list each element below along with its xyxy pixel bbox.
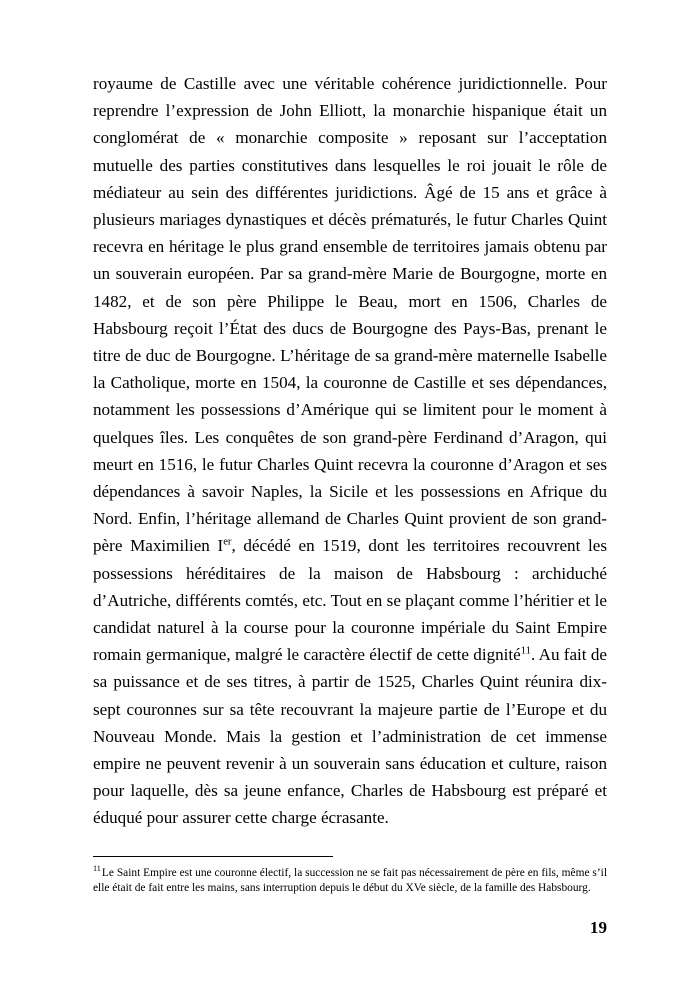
- body-paragraph: royaume de Castille avec une véritable cohérence juridictionnelle. Pour reprendre l’expression de John Elliott, la monarchie hispanique était un conglomérat de « monarchie composite » reposant sur l’acceptation mutuelle des parties constitutives dans lesquelles le roi jouait le rôle de médiateur au sein des différentes juridictions. Âgé de 15 ans et grâce à plusieurs mariages dynastiques et décès prématurés, le futur Charles Quint recevra en héritage le plus grand ensemble de territoires jamais obtenu par un souverain européen. Par sa grand-mère Marie de Bourgogne, morte en 1482, et de son père Philippe le Beau, mort en 1506, Charles de Habsbourg reçoit l’État des ducs de Bourgogne des Pays-Bas, prenant le titre de duc de Bourgogne. L’héritage de sa grand-mère maternelle Isabelle la Catholique, morte en 1504, la couronne de Castille et ses dépendances, notamment les possessions d’Amérique qui se limitent pour le moment à quelques îles. Les conquêtes de son grand-père Ferdinand d’Aragon, qui meurt en 1516, le futur Charles Quint recevra la couronne d’Aragon et ses dépendances à savoir Naples, la Sicile et les possessions en Afrique du Nord. Enfin, l’héritage allemand de Charles Quint provient de son grand-père Maximilien Ier, décédé en 1519, dont les territoires recouvrent les possessions héréditaires de la maison de Habsbourg : archiduché d’Autriche, différents comtés, etc. Tout en se plaçant comme l’héritier et le candidat naturel à la course pour la couronne impériale du Saint Empire romain germanique, malgré le caractère électif de cette dignité$^{11}$. Au fait de sa puissance et de ses titres, à partir de 1525, Charles Quint réunira dix-sept couronnes sur sa tête recouvrant la majeure partie de l’Europe et du Nouveau Monde. Mais la gestion et l’administration de cet immense empire ne peuvent revenir à un souverain sans éducation et culture, raison pour laquelle, dès sa jeune enfance, Charles de Habsbourg est préparé et éduqué pour assurer cette charge écrasante.: [93, 74, 607, 828]
- body-text-column: [93, 70, 607, 832]
- footnote-body-text: Le Saint Empire est une couronne électif, la succession ne se fait pas nécessairement de père en fils, même s’il elle était de fait entre les mains, sans interruption depuis le début du XVe siècle, de la famille des Habsbourg.: [93, 867, 607, 895]
- footnote-marker: 11: [93, 864, 101, 874]
- page-number: 19: [589, 918, 607, 937]
- footnote-separator-rule: [93, 856, 333, 857]
- footnote-area: [93, 856, 607, 897]
- footnote-entry: [93, 866, 607, 897]
